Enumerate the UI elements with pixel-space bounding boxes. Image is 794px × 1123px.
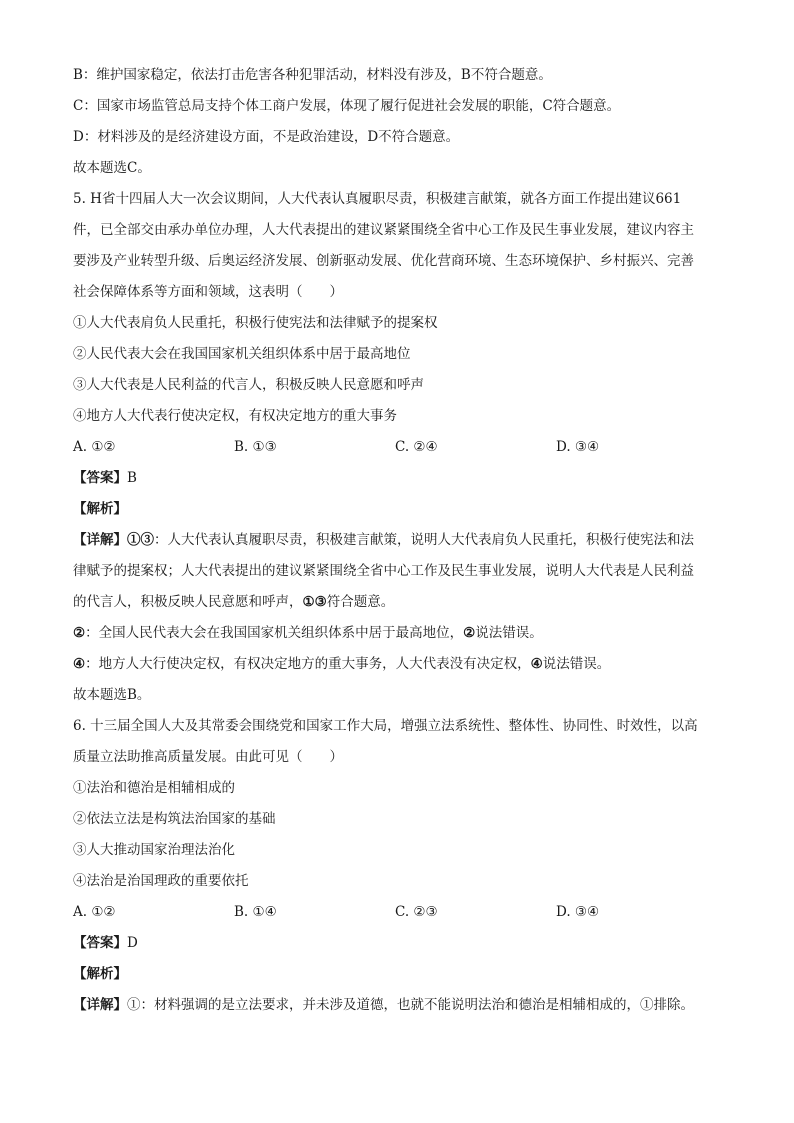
q5-detail-1-line-1 bbox=[73, 525, 723, 556]
q5-analysis-label: 【解析】 bbox=[73, 501, 127, 517]
q5-detail-1-line-2: 律赋予的提案权；人大代表提出的建议紧紧围绕全省中心工作及民生事业发展，说明人大代表是人民利益 bbox=[73, 563, 694, 579]
prev-conclusion: 故本题选C。 bbox=[73, 160, 151, 176]
question-5 bbox=[73, 184, 723, 711]
q6-answer-value: D bbox=[127, 935, 138, 951]
q5-option-b: B. ①③ bbox=[234, 439, 277, 455]
q5-detail-1-key: ①③ bbox=[127, 532, 154, 548]
q5-stem-line-4: 社会保障体系等方面和领域，这表明（ ） bbox=[73, 284, 343, 300]
q5-item-3: ③人大代表是人民利益的代言人，积极反映人民意愿和呼声 bbox=[73, 377, 424, 393]
question-6 bbox=[73, 711, 723, 1021]
q5-detail-2-text: ：全国人民代表大会在我国国家机关组织体系中居于最高地位， bbox=[85, 625, 464, 641]
q6-option-c: C. ②③ bbox=[395, 904, 438, 920]
q6-options bbox=[73, 897, 723, 928]
q5-detail-1-key-2: ①③ bbox=[302, 594, 327, 610]
q5-detail-1-text-3: 的代言人，积极反映人民意愿和呼声， bbox=[73, 594, 303, 610]
q6-item-2: ②依法立法是构筑法治国家的基础 bbox=[73, 811, 276, 827]
q6-option-d: D. ③④ bbox=[556, 904, 600, 920]
q5-detail-1-line-3 bbox=[73, 587, 723, 618]
document-page bbox=[73, 60, 723, 1021]
q5-option-d: D. ③④ bbox=[556, 439, 600, 455]
q5-stem-line-3: 要涉及产业转型升级、后奥运经济发展、创新驱动发展、优化营商环境、生态环境保护、乡村振兴、完善 bbox=[73, 253, 694, 269]
q6-analysis-label: 【解析】 bbox=[73, 966, 127, 982]
q5-stem-line-2: 件，已全部交由承办单位办理，人大代表提出的建议紧紧围绕全省中心工作及民生事业发展，建议内容主 bbox=[73, 222, 694, 238]
q5-detail-label: 【详解】 bbox=[73, 532, 127, 548]
q6-item-4: ④法治是治国理政的重要依托 bbox=[73, 873, 249, 889]
q5-detail-2-key-2: ② bbox=[463, 625, 476, 641]
q5-answer-label: 【答案】 bbox=[73, 470, 127, 486]
q5-item-1: ①人大代表肩负人民重托，积极行使宪法和法律赋予的提案权 bbox=[73, 315, 438, 331]
q5-detail-1-end: 符合题意。 bbox=[326, 594, 395, 610]
q5-detail-3-end: 说法错误。 bbox=[542, 656, 611, 672]
q6-item-1: ①法治和德治是相辅相成的 bbox=[73, 780, 235, 796]
q5-answer-value: B bbox=[127, 470, 137, 486]
q5-item-4: ④地方人大代表行使决定权，有权决定地方的重大事务 bbox=[73, 408, 397, 424]
q5-detail-3-key: ④ bbox=[73, 656, 86, 672]
q6-stem-line-1: 6. 十三届全国人大及其常委会围绕党和国家工作大局，增强立法系统性、整体性、协同性、时效性，以高 bbox=[73, 718, 698, 734]
q6-option-a: A. ①② bbox=[73, 904, 116, 920]
q5-stem-line-1: 5. H省十四届人大一次会议期间，人大代表认真履职尽责，积极建言献策，就各方面工作提出建议661 bbox=[73, 191, 682, 207]
q5-detail-2 bbox=[73, 618, 723, 649]
q5-conclusion: 故本题选B。 bbox=[73, 687, 151, 703]
q6-option-b: B. ①④ bbox=[234, 904, 277, 920]
q6-answer-label: 【答案】 bbox=[73, 935, 127, 951]
q5-detail-3-text: ：地方人大行使决定权，有权决定地方的重大事务，人大代表没有决定权， bbox=[85, 656, 531, 672]
prev-option-b-explanation: B：维护国家稳定，依法打击危害各种犯罪活动，材料没有涉及，B不符合题意。 bbox=[73, 67, 552, 83]
q6-detail-label: 【详解】 bbox=[73, 997, 127, 1013]
q6-stem-line-2: 质量立法助推高质量发展。由此可见（ ） bbox=[73, 749, 343, 765]
q5-detail-2-end: 说法错误。 bbox=[475, 625, 543, 641]
q6-detail-text: ①：材料强调的是立法要求，并未涉及道德，也就不能说明法治和德治是相辅相成的，①排除。 bbox=[127, 997, 694, 1013]
q5-detail-3 bbox=[73, 649, 723, 680]
q5-option-a: A. ①② bbox=[73, 439, 116, 455]
q5-answer bbox=[73, 463, 723, 494]
q5-options bbox=[73, 432, 723, 463]
q5-item-2: ②人民代表大会在我国国家机关组织体系中居于最高地位 bbox=[73, 346, 411, 362]
q6-answer bbox=[73, 928, 723, 959]
q6-item-3: ③人大推动国家治理法治化 bbox=[73, 842, 235, 858]
q5-option-c: C. ②④ bbox=[395, 439, 438, 455]
prev-option-d-explanation: D：材料涉及的是经济建设方面，不是政治建设，D不符合题意。 bbox=[73, 129, 460, 145]
q5-detail-3-key-2: ④ bbox=[530, 656, 543, 672]
prev-option-c-explanation: C：国家市场监管总局支持个体工商户发展，体现了履行促进社会发展的职能，C符合题意。 bbox=[73, 98, 621, 114]
q5-detail-2-key: ② bbox=[73, 625, 86, 641]
q6-detail bbox=[73, 990, 723, 1021]
q5-detail-1-text-1: ：人大代表认真履职尽责，积极建言献策，说明人大代表肩负人民重托，积极行使宪法和法 bbox=[154, 532, 694, 548]
